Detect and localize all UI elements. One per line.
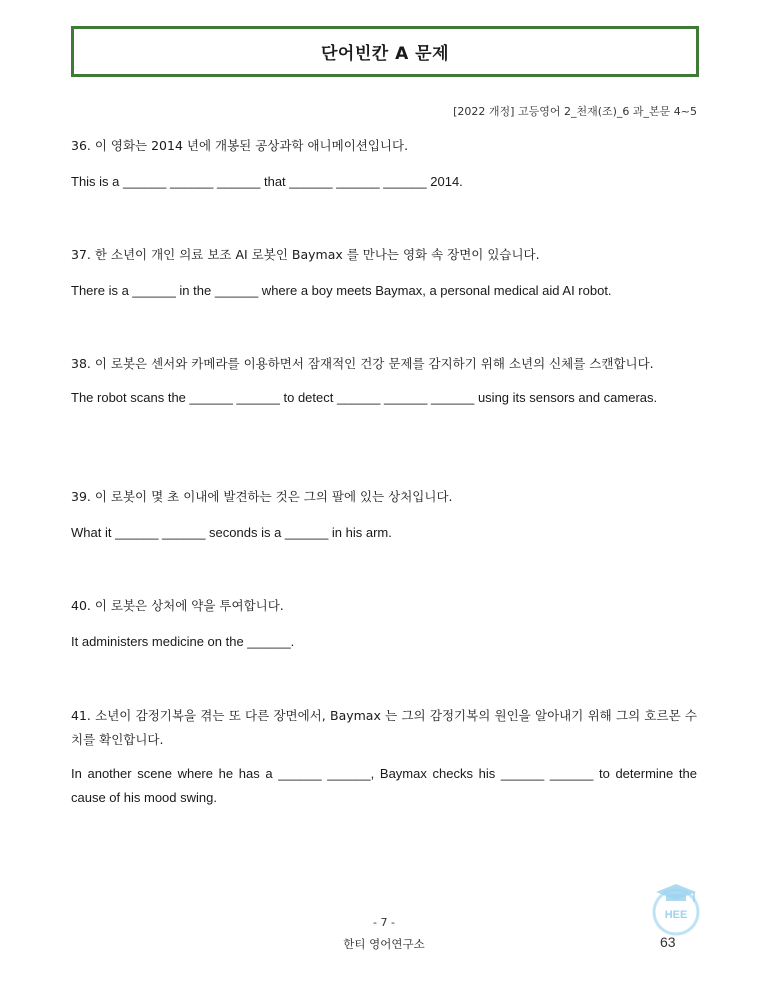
logo-text: HEE (664, 909, 688, 921)
title-box (71, 26, 699, 77)
question-36 (71, 134, 697, 194)
question-39 (71, 485, 697, 545)
question-korean: 41. 소년이 감정기복을 겪는 또 다른 장면에서, Baymax 는 그의 감정기복의 원인을 알아내기 위해 그의 호르몬 수치를 확인합니다. (71, 708, 697, 747)
question-40 (71, 594, 697, 654)
footer-page-number: 63 (660, 934, 676, 950)
question-english: It administers medicine on the ______. (71, 634, 295, 649)
question-korean: 37. 한 소년이 개인 의료 보조 AI 로봇인 Baymax 를 만나는 영화 속 장면이 있습니다. (71, 247, 540, 262)
hee-logo-icon (648, 878, 704, 938)
page-indicator: - 7 - (373, 916, 395, 929)
footer-organization: 한티 영어연구소 (343, 937, 425, 951)
question-korean: 39. 이 로봇이 몇 초 이내에 발견하는 것은 그의 팔에 있는 상처입니다. (71, 489, 453, 504)
question-korean: 38. 이 로봇은 센서와 카메라를 이용하면서 잠재적인 건강 문제를 감지하기 위해 소년의 신체를 스캔합니다. (71, 356, 654, 371)
question-english: This is a ______ ______ ______ that ______ ______ ______ 2014. (71, 174, 463, 189)
question-37 (71, 243, 697, 303)
question-english: There is a ______ in the ______ where a boy meets Baymax, a personal medical aid AI robot. (71, 283, 612, 298)
source-label: [2022 개정] 고등영어 2_천재(조)_6 과_본문 4~5 (453, 105, 697, 118)
page-title: 단어빈칸 A 문제 (320, 44, 450, 64)
question-english: The robot scans the ______ ______ to detect ______ ______ ______ using its sensors and cameras. (71, 390, 658, 405)
question-41 (71, 704, 697, 810)
question-english: What it ______ ______ seconds is a ______ in his arm. (71, 525, 392, 540)
question-korean: 36. 이 영화는 2014 년에 개봉된 공상과학 애니메이션입니다. (71, 138, 409, 153)
question-korean: 40. 이 로봇은 상처에 약을 투여합니다. (71, 598, 284, 613)
question-38 (71, 352, 697, 410)
question-english: In another scene where he has a ______ ______, Baymax checks his ______ ______ to determine the cause of his mood swing. (71, 766, 697, 805)
